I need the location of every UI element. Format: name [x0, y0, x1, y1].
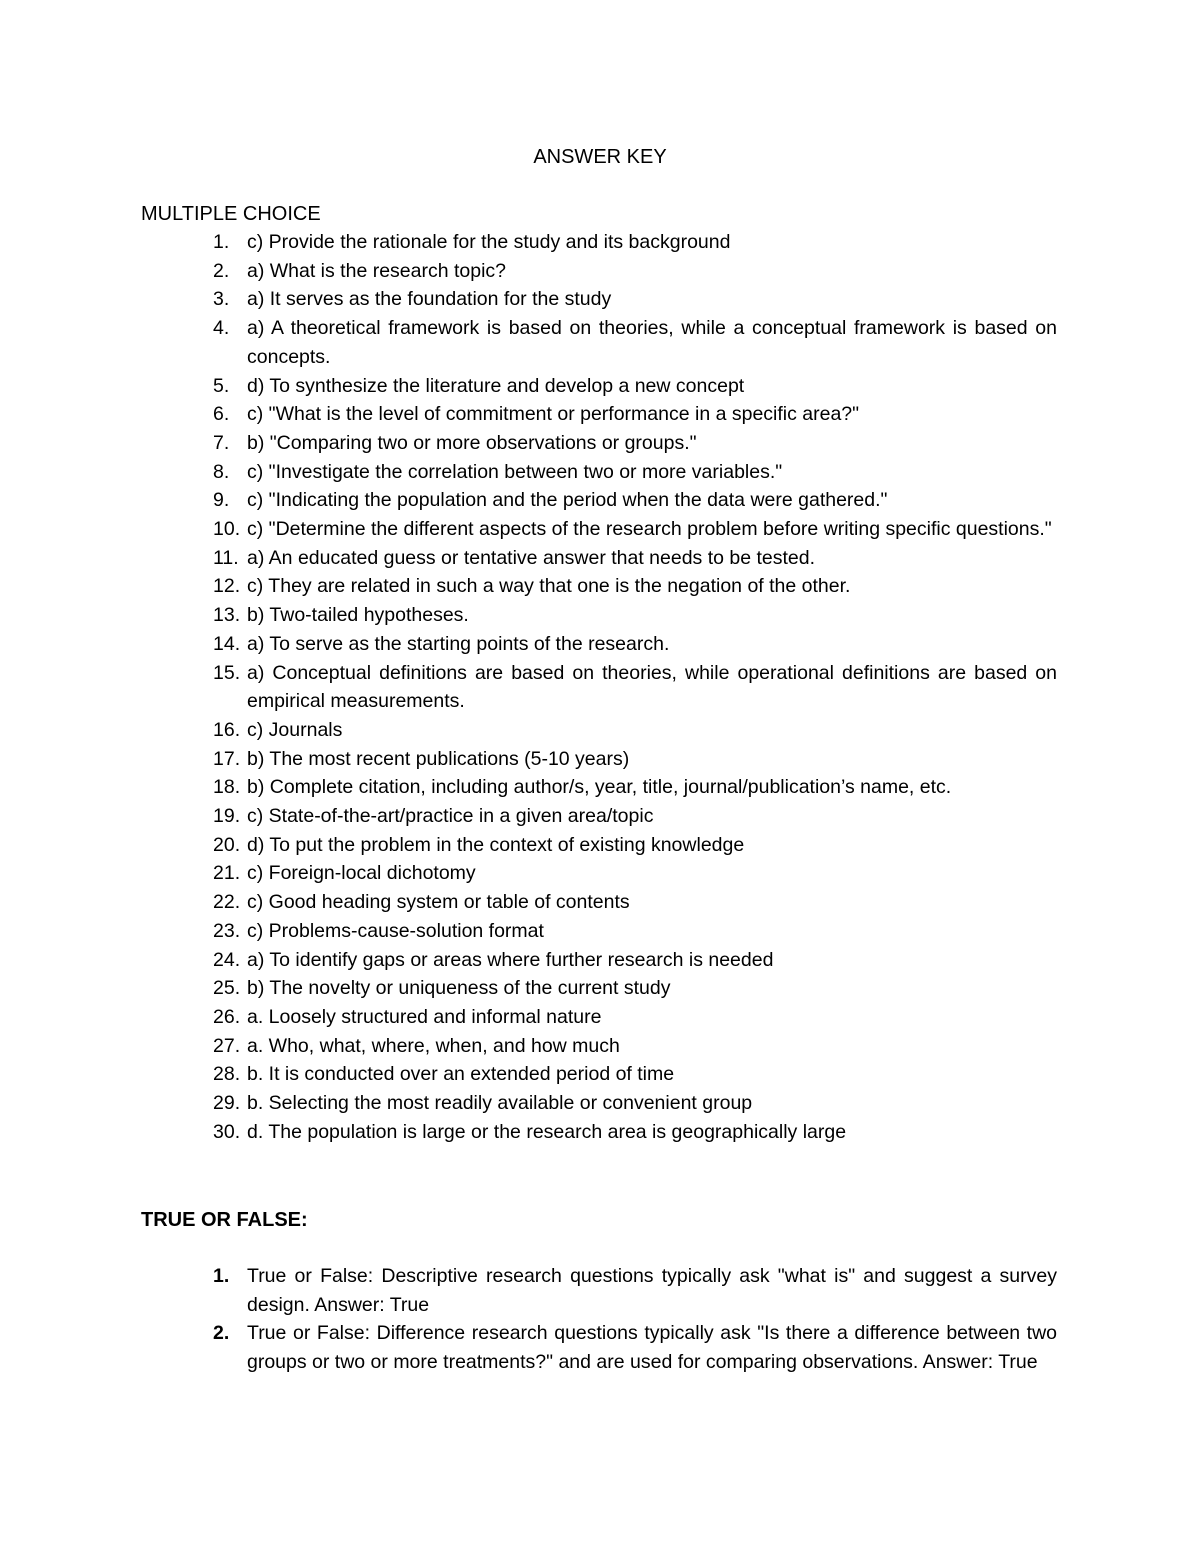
multiple-choice-item-text: b) The novelty or uniqueness of the current study	[247, 977, 671, 1000]
multiple-choice-item-number: 22.	[213, 891, 241, 914]
multiple-choice-item	[141, 773, 1057, 802]
multiple-choice-item-number: 5.	[213, 374, 230, 397]
multiple-choice-item-text: a) To serve as the starting points of the research.	[247, 632, 670, 655]
multiple-choice-item-number: 9.	[213, 489, 230, 512]
multiple-choice-item	[141, 458, 1057, 487]
multiple-choice-item-number: 2.	[213, 259, 230, 282]
multiple-choice-item-text: b) Two-tailed hypotheses.	[247, 604, 469, 627]
multiple-choice-item-text: c) They are related in such a way that one is the negation of the other.	[247, 575, 851, 598]
multiple-choice-item-text: a) A theoretical framework is based on theories, while a conceptual framework is based on concepts.	[247, 317, 1057, 368]
multiple-choice-item	[141, 1003, 1057, 1032]
multiple-choice-heading: MULTIPLE CHOICE	[141, 203, 321, 225]
multiple-choice-list	[141, 228, 1057, 1147]
multiple-choice-item	[141, 716, 1057, 745]
multiple-choice-item	[141, 544, 1057, 573]
multiple-choice-item-text: a) Conceptual definitions are based on theories, while operational definitions are based on empirical measurements.	[247, 661, 1057, 713]
multiple-choice-item-text: b) The most recent publications (5-10 years)	[247, 747, 630, 770]
multiple-choice-item-text: c) Problems-cause-solution format	[247, 919, 544, 942]
page-title: ANSWER KEY	[533, 146, 667, 168]
multiple-choice-item	[141, 917, 1057, 946]
multiple-choice-item-text: b) Complete citation, including author/s, year, title, journal/publication’s name, etc.	[247, 776, 952, 799]
multiple-choice-item-text: c) State-of-the-art/practice in a given area/topic	[247, 805, 654, 828]
multiple-choice-item-number: 3.	[213, 288, 230, 311]
multiple-choice-item-number: 6.	[213, 403, 230, 426]
multiple-choice-item	[141, 946, 1057, 975]
true-false-heading: TRUE OR FALSE:	[141, 1209, 308, 1231]
multiple-choice-item-number: 27.	[213, 1034, 241, 1057]
multiple-choice-item	[141, 1032, 1057, 1061]
multiple-choice-item	[141, 659, 1057, 716]
multiple-choice-item-number: 25.	[213, 977, 241, 1000]
multiple-choice-item-text: c) Provide the rationale for the study and its background	[247, 231, 731, 253]
multiple-choice-item-number: 8.	[213, 460, 230, 483]
multiple-choice-item-number: 10.	[213, 518, 241, 541]
multiple-choice-item	[141, 515, 1057, 544]
multiple-choice-item	[141, 285, 1057, 314]
multiple-choice-item	[141, 429, 1057, 458]
multiple-choice-item-text: b. It is conducted over an extended period of time	[247, 1063, 675, 1086]
multiple-choice-item-number: 1.	[213, 231, 230, 253]
multiple-choice-item	[141, 228, 1057, 257]
true-false-item	[141, 1262, 1057, 1319]
true-false-item-number: 2.	[213, 1322, 230, 1345]
true-false-item-text: True or False: Difference research questions typically ask "Is there a difference between two groups or two or more treatments?" and are used for comparing observations. Answer: True	[247, 1322, 1057, 1374]
multiple-choice-item-text: b) "Comparing two or more observations or groups."	[247, 431, 697, 454]
multiple-choice-item-number: 7.	[213, 431, 230, 454]
multiple-choice-item	[141, 630, 1057, 659]
multiple-choice-item	[141, 400, 1057, 429]
true-false-item-number: 1.	[213, 1265, 230, 1287]
multiple-choice-item-text: c) "Investigate the correlation between two or more variables."	[247, 460, 783, 483]
multiple-choice-item-number: 17.	[213, 747, 241, 770]
multiple-choice-item	[141, 831, 1057, 860]
multiple-choice-item	[141, 1060, 1057, 1089]
multiple-choice-item-text: d. The population is large or the research area is geographically large	[247, 1120, 847, 1143]
multiple-choice-item	[141, 745, 1057, 774]
multiple-choice-item	[141, 888, 1057, 917]
multiple-choice-item-number: 23.	[213, 919, 241, 942]
multiple-choice-item	[141, 1089, 1057, 1118]
multiple-choice-item-number: 18.	[213, 776, 241, 799]
multiple-choice-item	[141, 314, 1057, 371]
multiple-choice-item-number: 28.	[213, 1063, 241, 1086]
multiple-choice-item-text: c) "Indicating the population and the period when the data were gathered."	[247, 489, 888, 512]
multiple-choice-item	[141, 859, 1057, 888]
multiple-choice-item-text: d) To put the problem in the context of existing knowledge	[247, 833, 745, 856]
multiple-choice-item-number: 12.	[213, 575, 241, 598]
multiple-choice-item-text: a. Loosely structured and informal nature	[247, 1005, 602, 1028]
multiple-choice-item-text: c) Journals	[247, 718, 343, 741]
multiple-choice-item-number: 26.	[213, 1005, 241, 1028]
multiple-choice-item-text: c) Good heading system or table of contents	[247, 891, 630, 914]
multiple-choice-item-number: 30.	[213, 1120, 241, 1143]
multiple-choice-item-number: 21.	[213, 862, 241, 885]
multiple-choice-item-number: 19.	[213, 805, 241, 828]
multiple-choice-item-text: d) To synthesize the literature and develop a new concept	[247, 374, 745, 397]
multiple-choice-item-text: a) An educated guess or tentative answer that needs to be tested.	[247, 546, 816, 569]
multiple-choice-item-text: a) It serves as the foundation for the study	[247, 288, 612, 311]
multiple-choice-item	[141, 486, 1057, 515]
multiple-choice-item-text: c) "What is the level of commitment or performance in a specific area?"	[247, 403, 860, 426]
multiple-choice-item	[141, 257, 1057, 286]
true-false-item-text: True or False: Descriptive research questions typically ask "what is" and suggest a survey design. Answer: True	[247, 1265, 1057, 1316]
multiple-choice-item-number: 20.	[213, 833, 241, 856]
multiple-choice-item-number: 14.	[213, 632, 241, 655]
multiple-choice-item-number: 24.	[213, 948, 241, 971]
multiple-choice-item	[141, 1118, 1057, 1147]
multiple-choice-item-number: 11.	[213, 546, 239, 569]
true-false-item	[141, 1319, 1057, 1376]
multiple-choice-item-number: 29.	[213, 1092, 241, 1115]
multiple-choice-item-text: a) What is the research topic?	[247, 259, 507, 282]
multiple-choice-item-number: 13.	[213, 604, 241, 627]
multiple-choice-item	[141, 974, 1057, 1003]
multiple-choice-item-number: 15.	[213, 661, 241, 684]
multiple-choice-item-number: 16.	[213, 718, 241, 741]
multiple-choice-item-text: a) To identify gaps or areas where further research is needed	[247, 948, 774, 971]
multiple-choice-item-text: c) Foreign-local dichotomy	[247, 862, 476, 885]
multiple-choice-item-text: c) "Determine the different aspects of the research problem before writing specific questions."	[247, 518, 1052, 541]
multiple-choice-item-number: 4.	[213, 317, 230, 340]
multiple-choice-item	[141, 572, 1057, 601]
multiple-choice-item-text: a. Who, what, where, when, and how much	[247, 1034, 620, 1057]
multiple-choice-item	[141, 601, 1057, 630]
true-false-list	[141, 1262, 1057, 1377]
multiple-choice-item	[141, 372, 1057, 401]
multiple-choice-item-text: b. Selecting the most readily available or convenient group	[247, 1092, 753, 1115]
multiple-choice-item	[141, 802, 1057, 831]
